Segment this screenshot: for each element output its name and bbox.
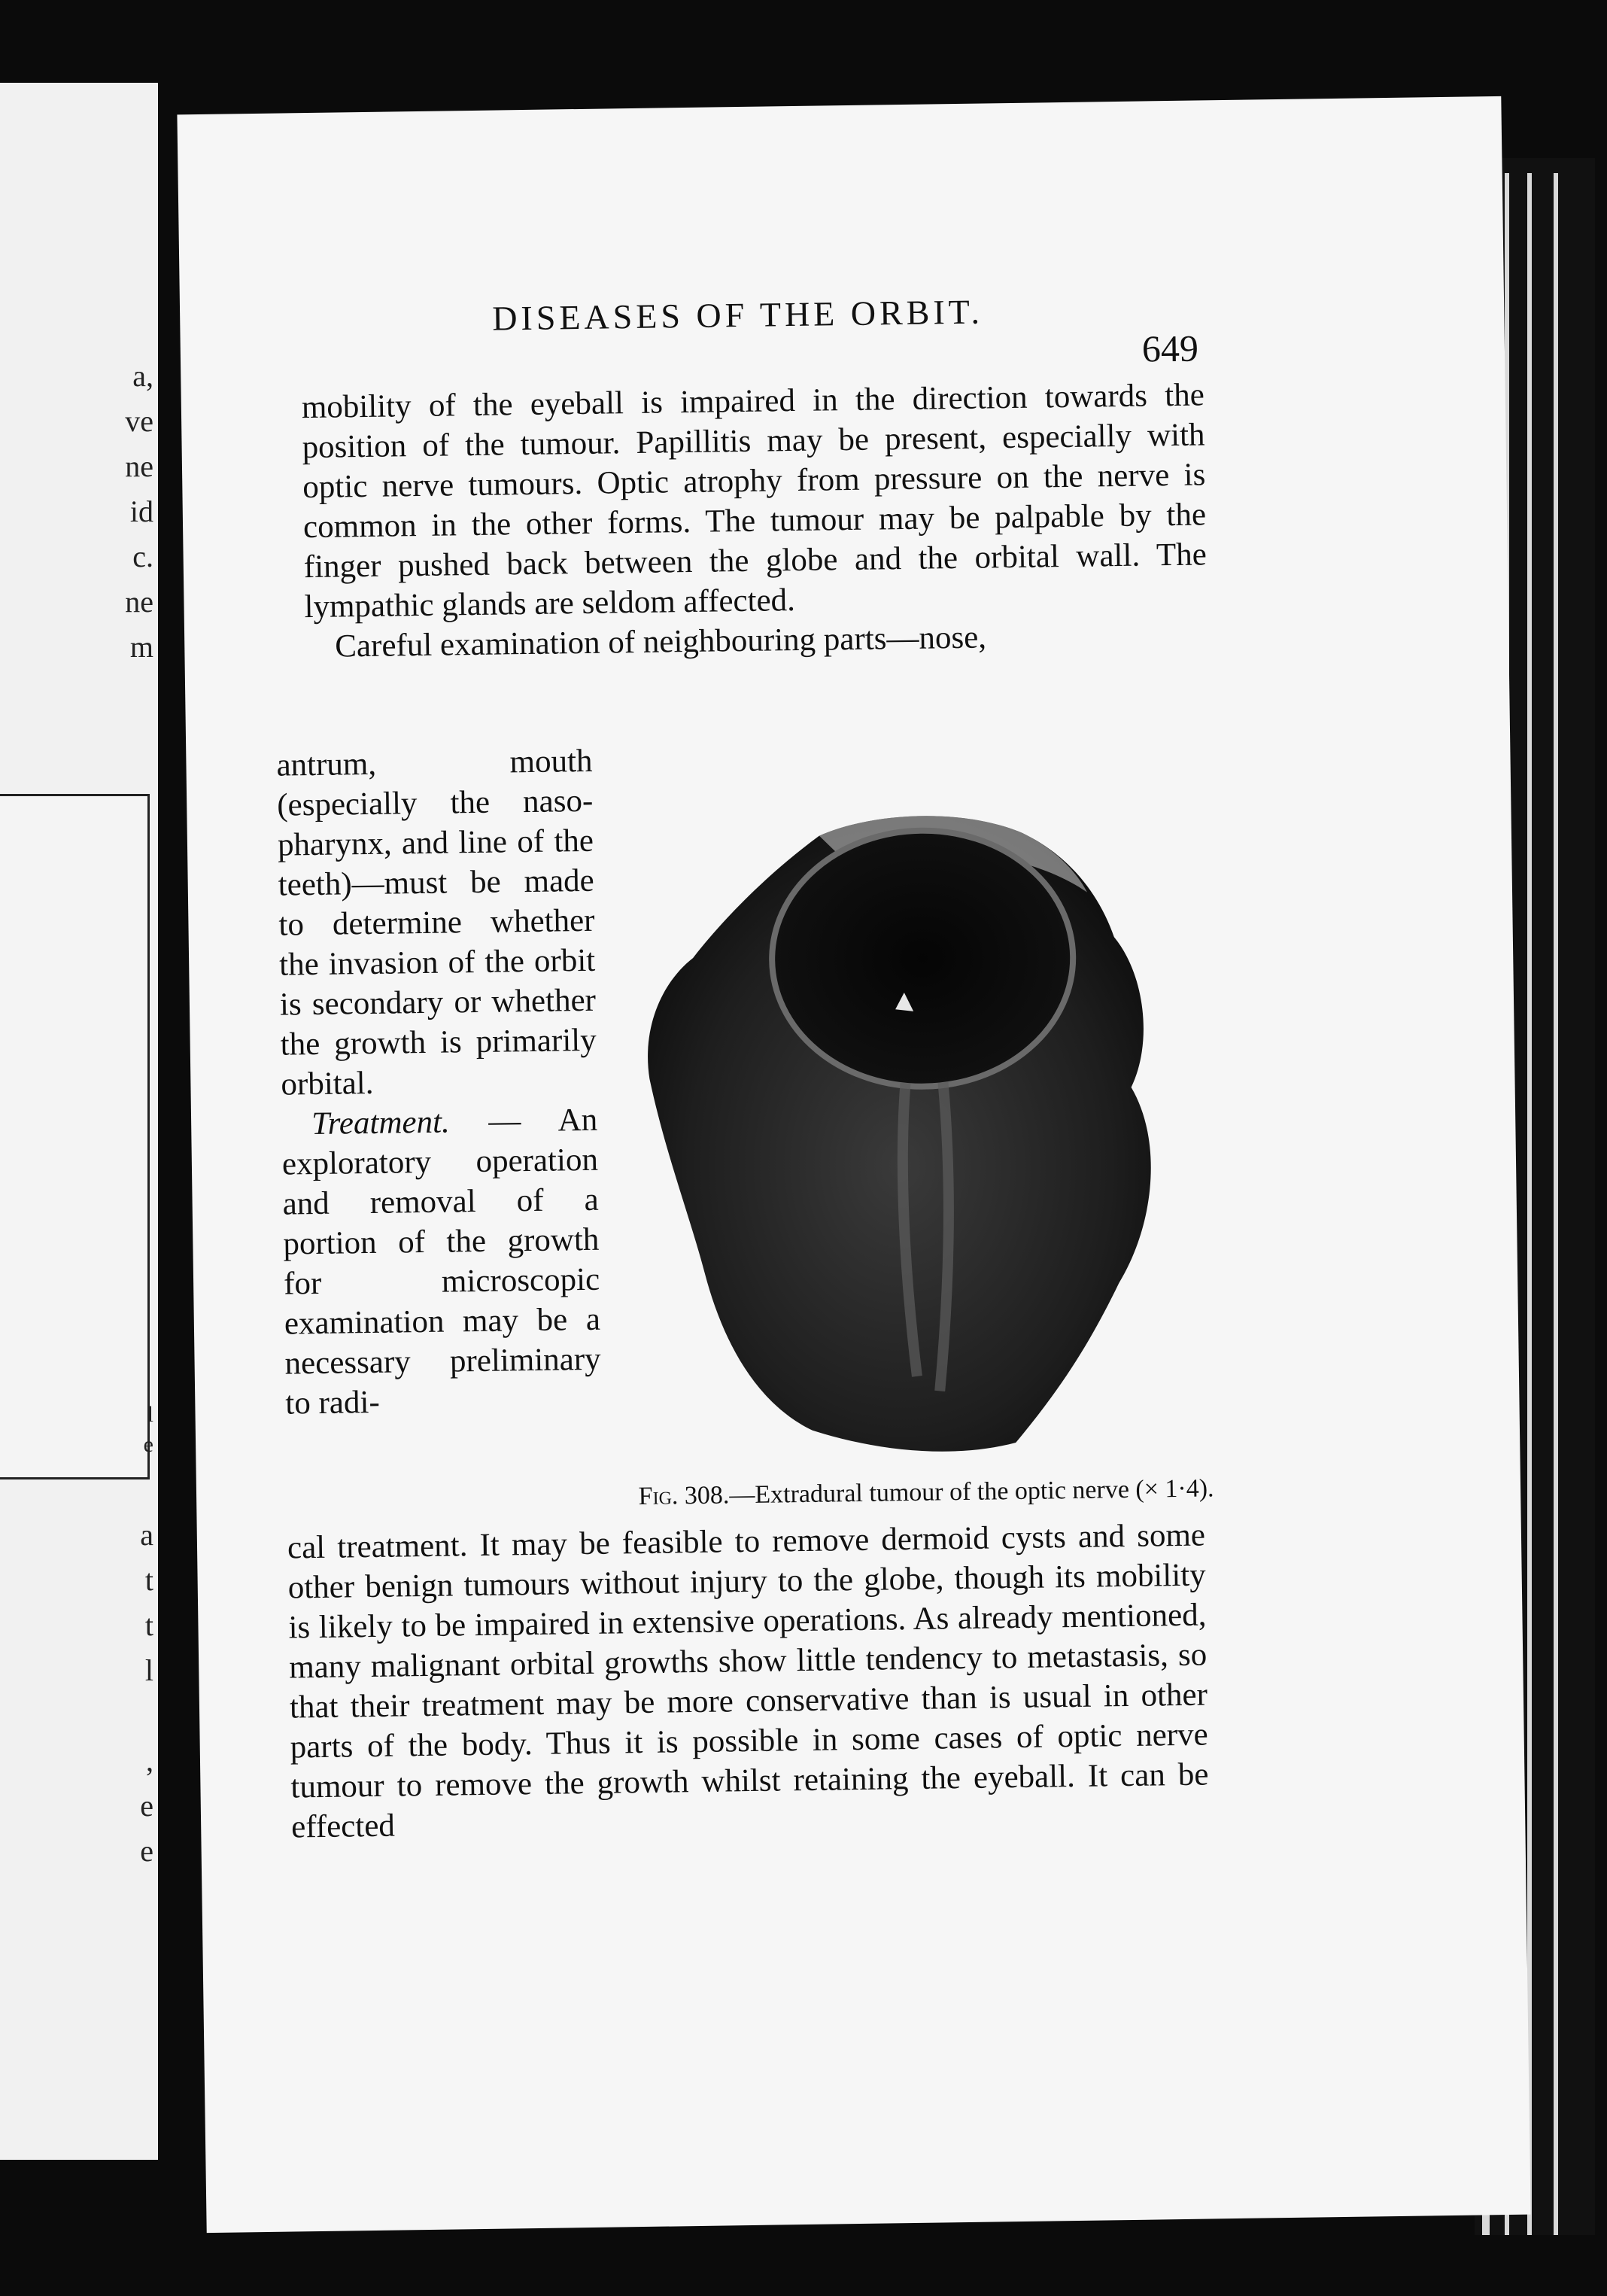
figure-caption-text: —Extradural tumour of the optic nerve (× 1·4). xyxy=(729,1474,1214,1510)
left-fragment: ne xyxy=(125,449,153,483)
treatment-label: Treatment. xyxy=(311,1104,451,1142)
left-fragment: c. xyxy=(132,540,153,573)
left-fragment: ne xyxy=(125,585,153,619)
left-fragment: e xyxy=(143,1432,153,1457)
paragraph: antrum, mouth (especially the naso-pharynx, and line of the teeth)—must be made to determine whether the invasion of the orbit is secondary or whether the growth is primarily orbital. xyxy=(276,743,597,1102)
paragraph: mobility of the eyeball is impaired in the direction towards the position of the tumour. Papillitis may be present, especially with optic nerve tumours. Optic atrophy from pressure on the nerve is common in the other forms. The tumour may be palpable by the finger pushed back between the globe and the orbital wall. The lympathic glands are seldom affected. xyxy=(301,377,1208,625)
body-text-top xyxy=(302,375,1208,667)
book-page xyxy=(177,96,1530,2233)
left-page-text-fragments-mid xyxy=(108,1400,153,1460)
running-header: DISEASES OF THE ORBIT. xyxy=(491,292,984,338)
left-fragment: a xyxy=(140,1518,153,1552)
left-fragment: m xyxy=(129,630,153,664)
treatment-paragraph xyxy=(281,1100,602,1424)
left-page-text-fragments-top xyxy=(108,354,153,670)
eyeball-globe-shape xyxy=(770,829,1075,1089)
left-page-figure-box xyxy=(0,794,150,1479)
left-page-text-fragments-bottom xyxy=(108,1513,153,1874)
left-fragment: e xyxy=(140,1834,153,1868)
left-fragment: t xyxy=(144,1608,153,1642)
left-fragment: t xyxy=(144,1563,153,1597)
left-fragment: id xyxy=(129,494,153,528)
figure-caption xyxy=(618,1473,1235,1512)
left-fragment: ve xyxy=(125,404,153,438)
page-number: 649 xyxy=(1141,327,1199,370)
figure-label: Fig. 308. xyxy=(638,1481,730,1511)
left-fragment: e xyxy=(140,1789,153,1823)
left-fragment: l xyxy=(144,1653,153,1687)
body-text-bottom xyxy=(287,1516,1210,1847)
left-fragment xyxy=(108,1693,153,1738)
left-fragment: , xyxy=(146,1744,153,1777)
page-edge-line xyxy=(1527,173,1532,2235)
treatment-text: — An exploratory operation and removal of a portion of the growth for microscopic examination may be a necessary preliminary to radi- xyxy=(281,1102,601,1422)
page-edge-line xyxy=(1554,173,1558,2235)
paragraph: cal treatment. It may be feasible to remove dermoid cysts and some other benign tumours without injury to the globe, though its mobility is likely to be impaired in extensive operations. As already mentioned, many malignant orbital growths show little tendency to metastasis, so that their treatment may be more conservative than is usual in other parts of the body. Thus it is possible in some cases of optic nerve tumour to remove the growth whilst retaining the eyeball. It can be effected xyxy=(287,1517,1209,1845)
figure-tumour-photo xyxy=(630,800,1226,1470)
left-page-edge xyxy=(0,83,158,2160)
body-text-narrow-column xyxy=(276,741,602,1424)
left-fragment: l xyxy=(147,1402,153,1427)
paragraph: Careful examination of neighbouring parts—nose, xyxy=(334,619,987,664)
left-fragment: a, xyxy=(132,359,153,393)
tumour-specimen-illustration xyxy=(630,800,1226,1470)
